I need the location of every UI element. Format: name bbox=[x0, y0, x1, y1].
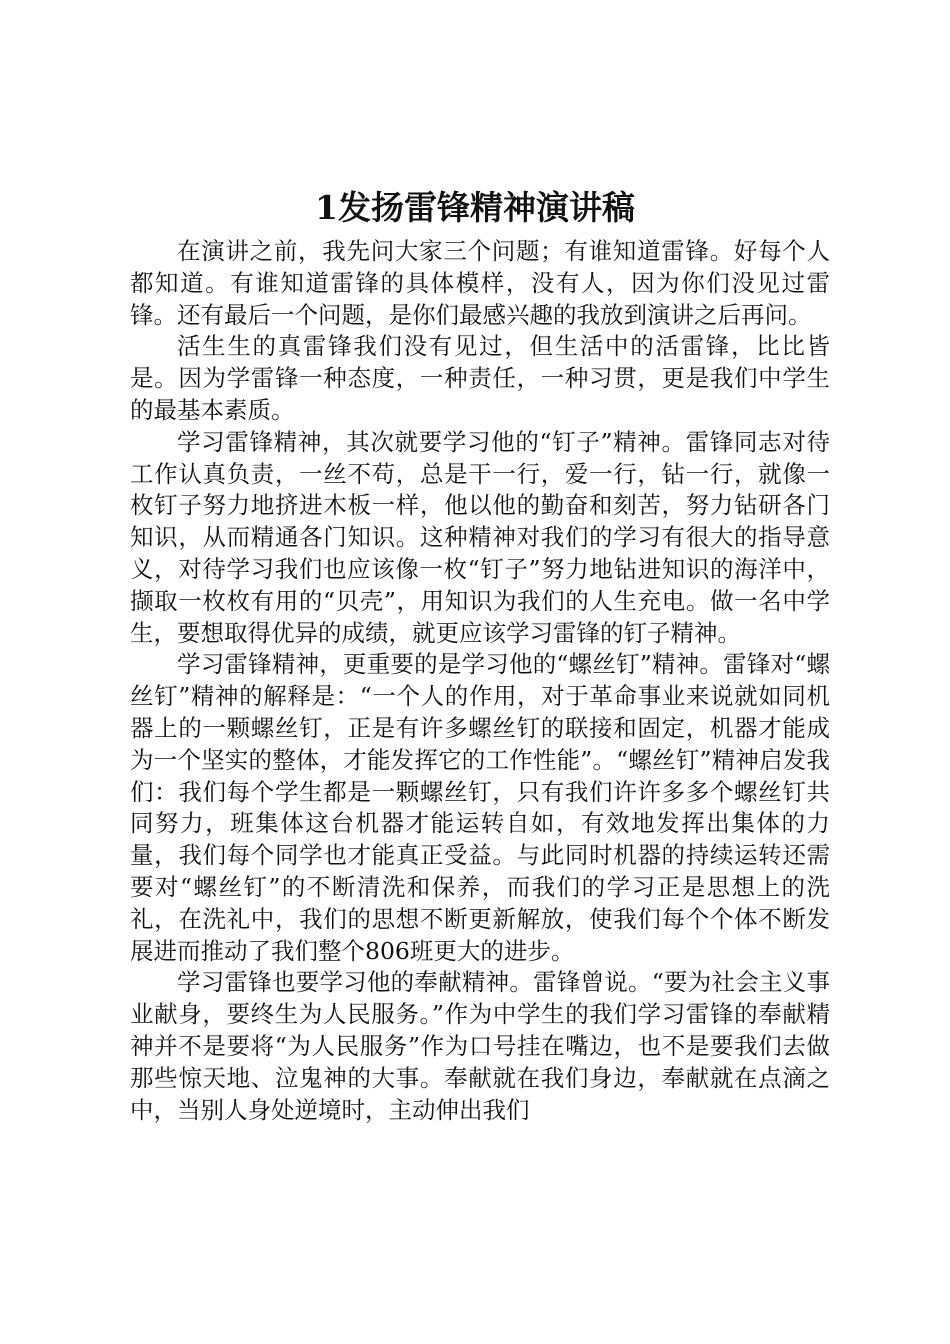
paragraph-nail-spirit: 学习雷锋精神，其次就要学习他的“钉子”精神。雷锋同志对待工作认真负责，一丝不苟，总是干一行，爱一行，钻一行，就像一枚钉子努力地挤进木板一样，他以他的勤奋和刻苦，努力钻研各门知识，从而精通各门知识。这种精神对我们的学习有很大的指导意义，对待学习我们也应该像一枚“钉子”努力地钻进知识的海洋中，撷取一枚枚有用的“贝壳”，用知识为我们的人生充电。做一名中学生，要想取得优异的成绩，就更应该学习雷锋的钉子精神。 bbox=[130, 427, 830, 647]
paragraph-dedication-spirit: 学习雷锋也要学习他的奉献精神。雷锋曾说。“要为社会主义事业献身，要终生为人民服务。”作为中学生的我们学习雷锋的奉献精神并不是要将“为人民服务”作为口号挂在嘴边，也不是要我们去做那些惊天地、泣鬼神的大事。奉献就在我们身边，奉献就在点滴之中，当别人身处逆境时，主动伸出我们 bbox=[130, 968, 830, 1124]
paragraph-screw-spirit: 学习雷锋精神，更重要的是学习他的“螺丝钉”精神。雷锋对“螺丝钉”精神的解释是：“一个人的作用，对于革命事业来说就如同机器上的一颗螺丝钉，正是有许多螺丝钉的联接和固定，机器才能成为一个坚实的整体，才能发挥它的工作性能”。“螺丝钉”精神启发我们：我们每个学生都是一颗螺丝钉，只有我们许许多多个螺丝钉共同努力，班集体这台机器才能运转自如，有效地发挥出集体的力量，我们每个同学也才能真正受益。与此同时机器的持续运转还需要对“螺丝钉”的不断清洗和保养，而我们的学习正是思想上的洗礼，在洗礼中，我们的思想不断更新解放，使我们每个个体不断发展进而推动了我们整个806班更大的进步。 bbox=[130, 650, 830, 965]
document-title: 1发扬雷锋精神演讲稿 bbox=[315, 188, 635, 227]
document-body bbox=[130, 236, 830, 1126]
paragraph-intro: 在演讲之前，我先问大家三个问题；有谁知道雷锋。好每个人都知道。有谁知道雷锋的具体模样，没有人，因为你们没见过雷锋。还有最后一个问题，是你们最感兴趣的我放到演讲之后再问。 bbox=[130, 237, 830, 329]
paragraph-living-leifeng: 活生生的真雷锋我们没有见过，但生活中的活雷锋，比比皆是。因为学雷锋一种态度，一种责任，一种习贯，更是我们中学生的最基本素质。 bbox=[130, 332, 830, 424]
